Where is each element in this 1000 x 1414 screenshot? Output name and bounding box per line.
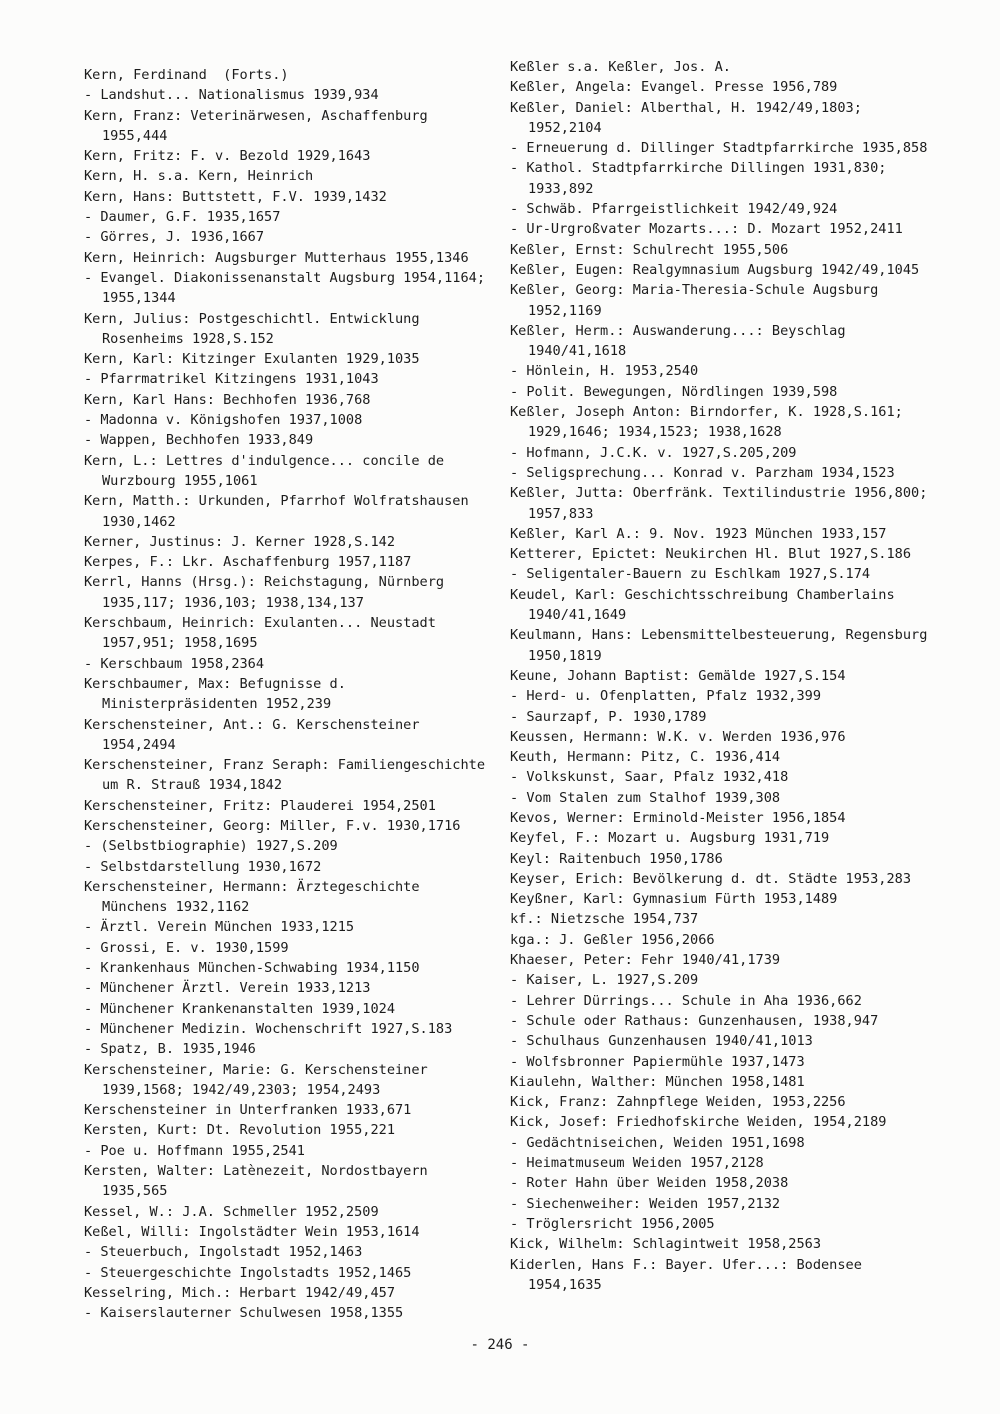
index-entry: Kerner, Justinus: J. Kerner 1928,S.142 (84, 533, 395, 550)
index-entry: Kern, H. s.a. Kern, Heinrich (84, 168, 314, 185)
index-entry: Kesselring, Mich.: Herbart 1942/49,457 (84, 1284, 395, 1301)
index-entry: Kerschensteiner, Hermann: Ärztegeschichte Münchens 1932,1162 (84, 878, 428, 916)
index-entry: Keyßner, Karl: Gymnasium Fürth 1953,1489 (510, 891, 838, 908)
index-entry: - Ur-Urgroßvater Mozarts...: D. Mozart 1952,2411 (510, 221, 903, 238)
index-entry: Kiderlen, Hans F.: Bayer. Ufer...: Bodensee 1954,1635 (510, 1256, 871, 1293)
index-entry: - Daumer, G.F. 1935,1657 (84, 209, 281, 226)
index-entry: - Görres, J. 1936,1667 (84, 229, 265, 246)
index-entry: - Selbstdarstellung 1930,1672 (84, 858, 322, 875)
index-entry: Keßler, Jutta: Oberfränk. Textilindustrie 1956,800; 1957,833 (510, 485, 936, 522)
index-entry: Kersten, Walter: Latènezeit, Nordostbayern 1935,565 (84, 1163, 436, 1200)
index-entry: Kick, Franz: Zahnpflege Weiden, 1953,2256 (510, 1094, 846, 1111)
page-number: - 246 - (470, 1337, 530, 1353)
index-entry: Keyl: Raitenbuch 1950,1786 (510, 850, 723, 867)
index-entry: Kern, L.: Lettres d'indulgence... concile de Wurzbourg 1955,1061 (84, 452, 453, 489)
index-entry: - Evangel. Diakonissenanstalt Augsburg 1954,1164; 1955,1344 (84, 269, 494, 307)
index-entry: Ketterer, Epictet: Neukirchen Hl. Blut 1927,S.186 (510, 546, 912, 563)
index-entry: - Schulhaus Gunzenhausen 1940/41,1013 (510, 1033, 813, 1050)
index-entry: Keyser, Erich: Bevölkerung d. dt. Städte 1953,283 (510, 870, 912, 887)
index-entry: - Kaiser, L. 1927,S.209 (510, 972, 699, 989)
index-entry: - Pfarrmatrikel Kitzingens 1931,1043 (84, 371, 379, 388)
index-entry: Kersten, Kurt: Dt. Revolution 1955,221 (84, 1122, 395, 1139)
index-entry: Keulmann, Hans: Lebensmittelbesteuerung, Regensburg 1950,1819 (510, 627, 936, 664)
index-entry: Keßel, Willi: Ingolstädter Wein 1953,1614 (84, 1223, 420, 1240)
index-entry: - Siechenweiher: Weiden 1957,2132 (510, 1195, 781, 1212)
index-entry: Kern, Franz: Veterinärwesen, Aschaffenburg 1955,444 (84, 107, 436, 144)
index-entry: - Heimatmuseum Weiden 1957,2128 (510, 1155, 764, 1172)
index-entry: Kerschensteiner, Marie: G. Kerschensteiner 1939,1568; 1942/49,2303; 1954,2493 (84, 1061, 436, 1098)
index-entry: - Münchener Ärztl. Verein 1933,1213 (84, 980, 371, 997)
index-entry: - (Selbstbiographie) 1927,S.209 (84, 838, 338, 855)
index-entry: Kerschensteiner, Georg: Miller, F.v. 1930,1716 (84, 817, 461, 834)
index-entry: Keßler, Joseph Anton: Birndorfer, K. 1928,S.161; 1929,1646; 1934,1523; 1938,1628 (510, 404, 912, 441)
index-entry: Kick, Josef: Friedhofskirche Weiden, 1954,2189 (510, 1114, 887, 1131)
index-entry: Kick, Wilhelm: Schlagintweit 1958,2563 (510, 1236, 821, 1253)
right-column (510, 57, 936, 1295)
index-entry: - Kathol. Stadtpfarrkirche Dillingen 1931,830; 1933,892 (510, 160, 895, 197)
index-entry: Kern, Heinrich: Augsburger Mutterhaus 1955,1346 (84, 249, 469, 266)
index-entry: - Wolfsbronner Papiermühle 1937,1473 (510, 1053, 805, 1070)
index-entry: - Ärztl. Verein München 1933,1215 (84, 919, 355, 936)
index-entry: Kerrl, Hanns (Hrsg.): Reichstagung, Nürnberg 1935,117; 1936,103; 1938,134,137 (84, 574, 453, 611)
index-entry: Kerschensteiner, Franz Seraph: Familiengeschichte um R. Strauß 1934,1842 (84, 757, 494, 794)
index-entry: Keyfel, F.: Mozart u. Augsburg 1931,719 (510, 830, 830, 847)
index-entry: - Landshut... Nationalismus 1939,934 (84, 87, 379, 104)
index-entry: - Saurzapf, P. 1930,1789 (510, 708, 707, 725)
index-entry: kf.: Nietzsche 1954,737 (510, 911, 699, 928)
index-entry: Kerschensteiner, Fritz: Plauderei 1954,2501 (84, 797, 436, 814)
index-entry: - Tröglersricht 1956,2005 (510, 1215, 715, 1232)
index-entry: - Vom Stalen zum Stalhof 1939,308 (510, 789, 781, 806)
index-entry: - Krankenhaus München-Schwabing 1934,1150 (84, 960, 420, 977)
index-entry: - Seligentaler-Bauern zu Eschlkam 1927,S.174 (510, 566, 871, 583)
index-entry: Kern, Matth.: Urkunden, Pfarrhof Wolfratshausen 1930,1462 (84, 493, 477, 530)
index-entry: kga.: J. Geßler 1956,2066 (510, 931, 715, 948)
index-entry: - Kerschbaum 1958,2364 (84, 655, 265, 672)
index-entry: Keuth, Hermann: Pitz, C. 1936,414 (510, 749, 781, 766)
index-entry: - Wappen, Bechhofen 1933,849 (84, 432, 314, 449)
index-entry: Kern, Hans: Buttstett, F.V. 1939,1432 (84, 188, 387, 205)
index-entry: Kerschensteiner, Ant.: G. Kerschensteiner 1954,2494 (84, 716, 428, 753)
index-entry: Keßler, Daniel: Alberthal, H. 1942/49,1803; 1952,2104 (510, 99, 871, 136)
index-entry: Kern, Karl Hans: Bechhofen 1936,768 (84, 391, 371, 408)
index-entry: - Roter Hahn über Weiden 1958,2038 (510, 1175, 789, 1192)
index-entry: Keßler, Ernst: Schulrecht 1955,506 (510, 241, 789, 258)
index-entry: Keudel, Karl: Geschichtsschreibung Chamberlains 1940/41,1649 (510, 586, 903, 624)
index-entry: Kerpes, F.: Lkr. Aschaffenburg 1957,1187 (84, 554, 412, 571)
index-entry: - Gedächtniseichen, Weiden 1951,1698 (510, 1134, 805, 1151)
index-entry: - Hönlein, H. 1953,2540 (510, 363, 699, 380)
index-entry: - Herd- u. Ofenplatten, Pfalz 1932,399 (510, 688, 821, 705)
index-entry: Kern, Ferdinand (Forts.) (84, 67, 289, 83)
index-entry: - Schule oder Rathaus: Gunzenhausen, 1938,947 (510, 1012, 879, 1029)
index-entry: Keune, Johann Baptist: Gemälde 1927,S.154 (510, 667, 846, 684)
index-entry: - Spatz, B. 1935,1946 (84, 1041, 256, 1058)
index-entry: Kerschbaum, Heinrich: Exulanten... Neustadt 1957,951; 1958,1695 (84, 615, 445, 652)
index-entry: Keßler, Karl A.: 9. Nov. 1923 München 1933,157 (510, 525, 887, 542)
index-entry: - Grossi, E. v. 1930,1599 (84, 939, 289, 956)
index-entry: - Volkskunst, Saar, Pfalz 1932,418 (510, 769, 789, 786)
index-entry: Kerschensteiner in Unterfranken 1933,671 (84, 1102, 412, 1119)
index-entry: Kerschbaumer, Max: Befugnisse d. Ministerpräsidenten 1952,239 (84, 675, 355, 713)
index-entry: Kiaulehn, Walther: München 1958,1481 (510, 1073, 805, 1090)
index-entry: - Polit. Bewegungen, Nördlingen 1939,598 (510, 383, 838, 400)
index-entry: Kevos, Werner: Erminold-Meister 1956,1854 (510, 809, 846, 826)
index-entry: - Münchener Medizin. Wochenschrift 1927,S.183 (84, 1020, 453, 1037)
index-entry: - Hofmann, J.C.K. v. 1927,S.205,209 (510, 444, 797, 461)
index-entry: Keßler, Georg: Maria-Theresia-Schule Augsburg 1952,1169 (510, 282, 887, 319)
index-entry: - Poe u. Hoffmann 1955,2541 (84, 1142, 305, 1159)
index-entry: Kern, Karl: Kitzinger Exulanten 1929,1035 (84, 351, 420, 368)
index-entry: Keßler, Eugen: Realgymnasium Augsburg 1942/49,1045 (510, 261, 920, 278)
index-entry: Keussen, Hermann: W.K. v. Werden 1936,976 (510, 728, 846, 745)
index-entry: - Steuerbuch, Ingolstadt 1952,1463 (84, 1244, 363, 1261)
index-entry: - Kaiserslauterner Schulwesen 1958,1355 (84, 1305, 404, 1322)
index-entry: - Seligsprechung... Konrad v. Parzham 1934,1523 (510, 464, 895, 481)
index-entry: Kern, Fritz: F. v. Bezold 1929,1643 (84, 148, 371, 165)
index-entry: Kessel, W.: J.A. Schmeller 1952,2509 (84, 1203, 379, 1220)
index-entry: Khaeser, Peter: Fehr 1940/41,1739 (510, 952, 781, 969)
index-entry: - Schwäb. Pfarrgeistlichkeit 1942/49,924 (510, 201, 838, 218)
index-entry: - Steuergeschichte Ingolstadts 1952,1465 (84, 1264, 412, 1281)
index-entry: - Münchener Krankenanstalten 1939,1024 (84, 1000, 395, 1017)
index-entry: Kern, Julius: Postgeschichtl. Entwicklung Rosenheims 1928,S.152 (84, 310, 428, 347)
index-entry: Keßler, Angela: Evangel. Presse 1956,789 (510, 79, 838, 96)
index-entry: Keßler s.a. Keßler, Jos. A. (510, 59, 731, 75)
index-entry: - Madonna v. Königshofen 1937,1008 (84, 412, 363, 429)
index-entry: Keßler, Herm.: Auswanderung...: Beyschlag 1940/41,1618 (510, 322, 854, 360)
left-column (84, 65, 494, 1323)
index-entry: - Lehrer Dürrings... Schule in Aha 1936,662 (510, 992, 862, 1009)
index-entry: - Erneuerung d. Dillinger Stadtpfarrkirche 1935,858 (510, 140, 928, 157)
